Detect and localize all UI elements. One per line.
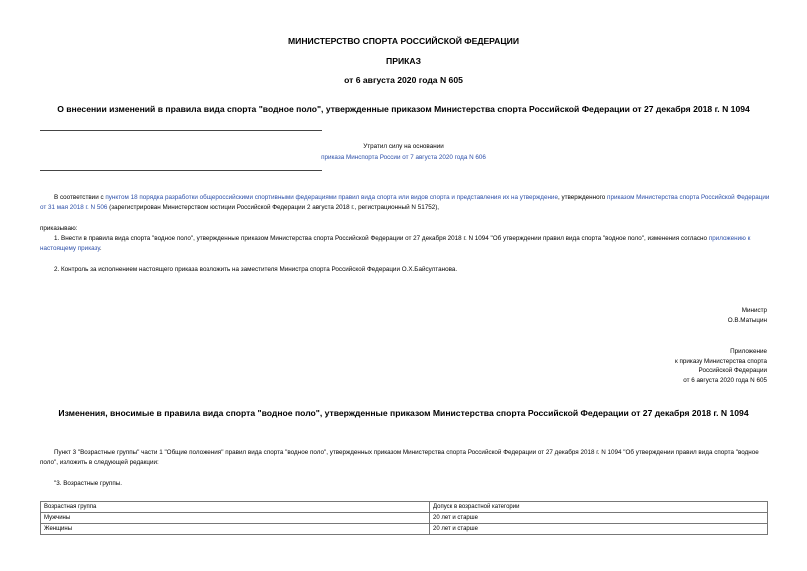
- table-cell: Женщины: [41, 524, 430, 535]
- appendix-ref-line: Российской Федерации: [698, 367, 767, 375]
- appendix-quote: "3. Возрастные группы.: [54, 480, 123, 487]
- procedure-link[interactable]: пунктом 18 порядка разработки общероссийскими спортивными федерациями правил вида спорта или видов спорта и представления их на утверждение: [105, 194, 558, 201]
- item1-text: 1. Внести в правила вида спорта "водное поло", утвержденные приказом Министерства спорта Российской Федерации от 27 декабря 2018 г. N 1094 "Об утверждении правил вида спорта "водное поло", изменения согласно: [54, 235, 709, 242]
- table-header-cell: Допуск в возрастной категории: [430, 502, 768, 513]
- status-note-link[interactable]: приказа Минспорта России от 7 августа 2020 года N 606: [321, 153, 486, 161]
- appendix-reference: [675, 347, 767, 385]
- appendix-ref-line: от 6 августа 2020 года N 605: [683, 376, 767, 384]
- table-header-cell: Возрастная группа: [41, 502, 430, 513]
- signature: [728, 306, 767, 325]
- status-note-text: Утратил силу на основании: [363, 143, 444, 150]
- document-title: О внесении изменений в правила вида спорта "водное поло", утвержденные приказом Министерства спорта Российской Федерации от 27 декабря 2018 г. N 1094: [57, 104, 750, 114]
- appendix-title: Изменения, вносимые в правила вида спорта "водное поло", утвержденные приказом Министерства спорта Российской Федерации от 27 декабря 2018 г. N 1094: [58, 408, 749, 418]
- preamble-paragraph: [40, 193, 770, 212]
- age-groups-table: [40, 501, 768, 535]
- table-cell: 20 лет и старше: [430, 513, 768, 524]
- orders-word: приказываю:: [40, 225, 78, 232]
- preamble-text: , утвержденного: [557, 194, 608, 201]
- table-cell: Мужчины: [41, 513, 430, 524]
- table-row: [41, 513, 768, 524]
- table-header-row: [41, 502, 768, 513]
- table-row: [41, 524, 768, 535]
- order-item-1: [40, 234, 770, 253]
- appendix-link[interactable]: приложению к настоящему приказу: [40, 235, 751, 252]
- signature-position: Министр: [741, 307, 767, 314]
- ministry-heading: МИНИСТЕРСТВО СПОРТА РОССИЙСКОЙ ФЕДЕРАЦИИ: [287, 36, 519, 46]
- appendix-ref-line: к приказу Министерства спорта: [675, 357, 767, 365]
- order-item-2: 2. Контроль за исполнением настоящего приказа возложить на заместителя Министра спорта Российской Федерации О.Х.Байсултанова.: [54, 266, 458, 273]
- divider: [40, 170, 322, 171]
- appendix-paragraph: Пункт 3 "Возрастные группы" части 1 "Общие положения" правил вида спорта "водное поло", утвержденных приказом Министерства спорта Российской Федерации от 27 декабря 2018 г. N 1094 "Об утверждении правил вида спорта "водное поло", изложить в следующей редакции:: [40, 449, 759, 466]
- appendix-ref-line: Приложение: [730, 348, 767, 355]
- item1-text: .: [99, 244, 102, 252]
- divider: [40, 130, 322, 131]
- preamble-text: (зарегистрирован Министерством юстиции Российской Федерации 2 августа 2018 г., регистрационный N 51752),: [107, 203, 440, 211]
- signature-name: О.В.Матыцин: [727, 316, 767, 324]
- table-cell: 20 лет и старше: [430, 524, 768, 535]
- preamble-text: В соответствии с: [54, 194, 106, 201]
- status-note: [300, 142, 507, 162]
- order-506-link[interactable]: приказом Министерства спорта Российской Федерации от 31 мая 2018 г. N 506: [40, 194, 770, 211]
- date-number: от 6 августа 2020 года N 605: [344, 75, 463, 85]
- doc-type-heading: ПРИКАЗ: [386, 56, 421, 66]
